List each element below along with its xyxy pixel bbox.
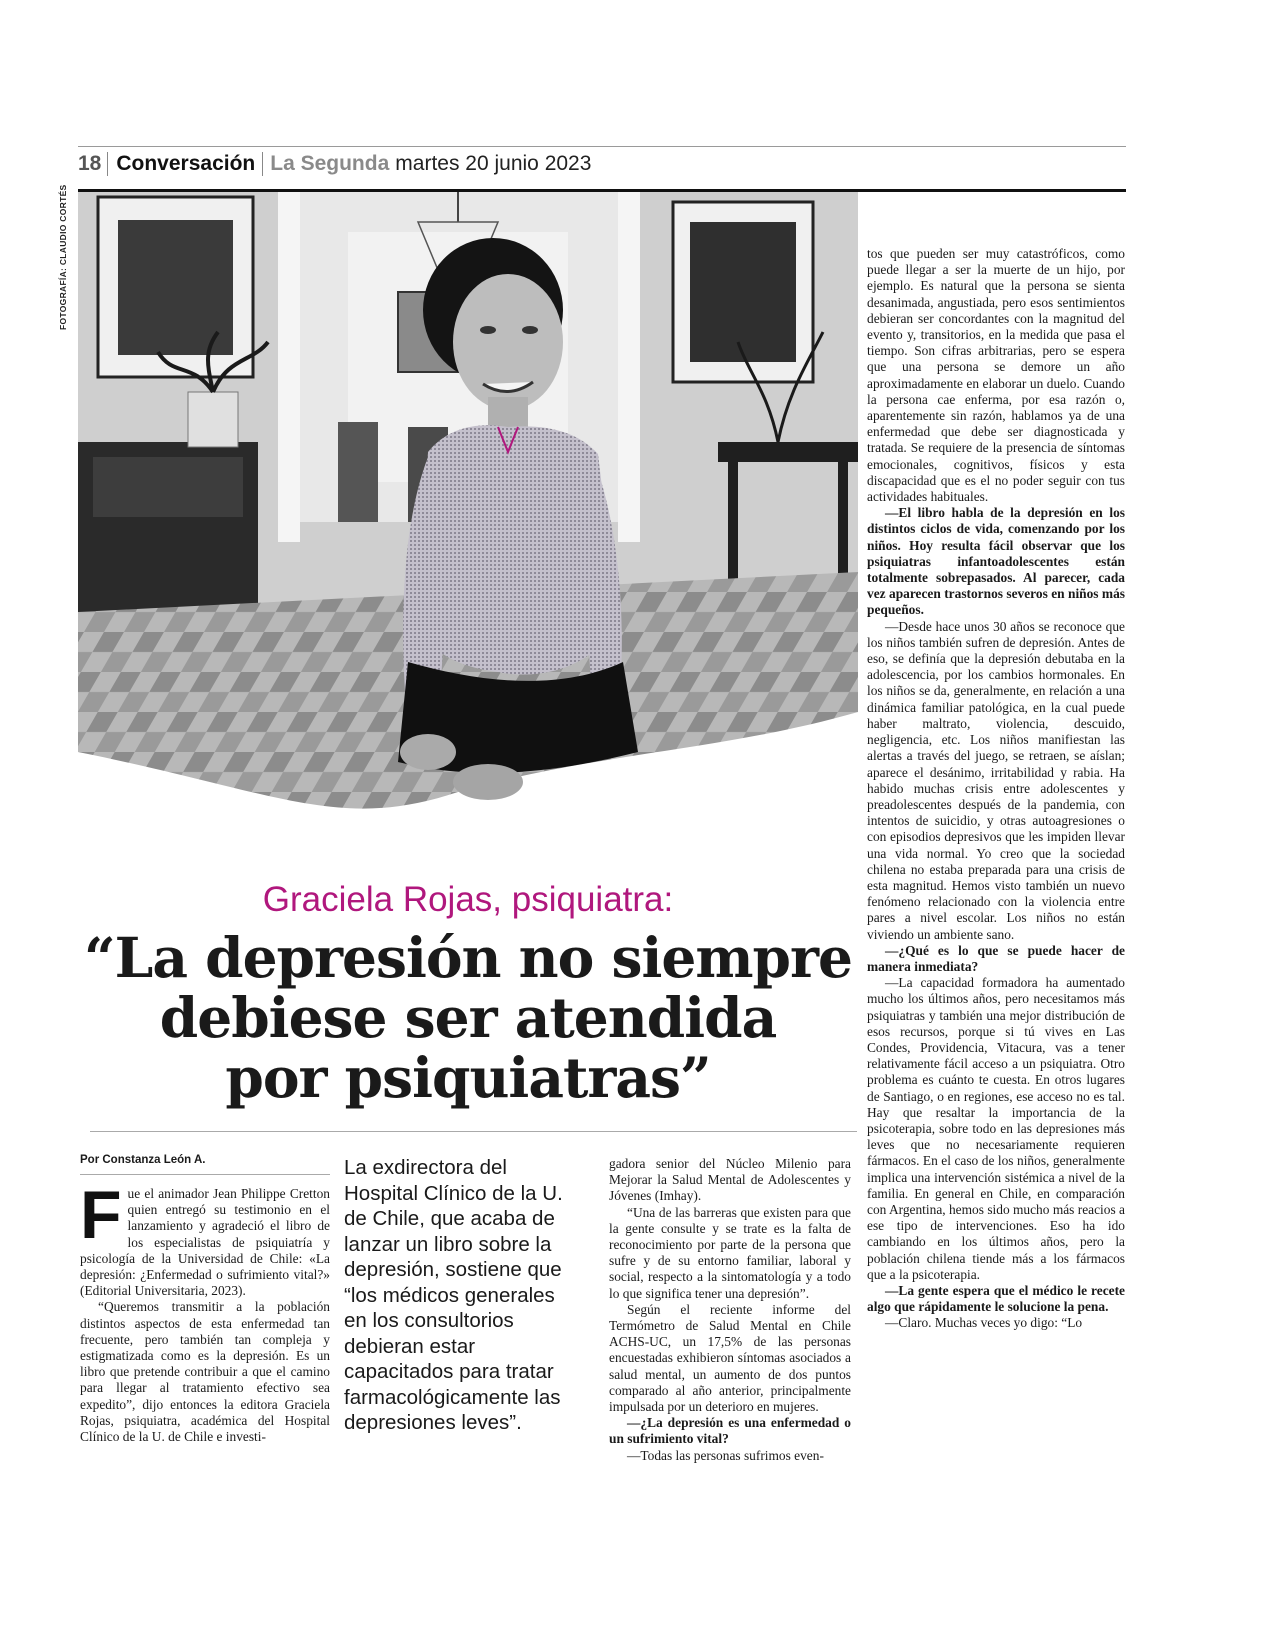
photo-credit: FOTOGRAFÍA: CLAUDIO CORTÉS [58, 184, 68, 330]
interview-question: —El libro habla de la depresión en los distintos ciclos de vida, comenzando por los niños. Hoy resulta fácil observar que los psiquiatras infantoadolescentes están totalmente sobrepasados. Al parecer, cada vez aparecen trastornos severos en niños más pequeños. [867, 505, 1125, 618]
interview-question: —¿La depresión es una enfermedad o un sufrimiento vital? [609, 1415, 851, 1447]
paragraph [80, 1177, 330, 1299]
paragraph: —Desde hace unos 30 años se reconoce que los niños también sufren de depresión. Antes de eso, se definía que la depresión debutaba en la adolescencia, por los cambios hormonales. En los niños se da, generalmente, en relación a una dinámica familiar patológica, en la cual puede haber maltrato, violencia, descuido, negligencia, etc. Los niños manifiestan las alertas a través del juego, se retraen, se aíslan; aparece el desánimo, irritabilidad y rabia. Ha habido muchas crisis entre adolescentes y preadolescentes después de la pandemia, con intentos de suicidio, y otras autoagresiones o con episodios depresivos que les impiden llevar una vida normal. Yo creo que la sociedad chilena no estaba preparada para una crisis de esta magnitud. Hemos visto también un nuevo fenómeno relacionado con la violencia entre pares a nivel escolar. Los niños no están viviendo un ambiente sano. [867, 618, 1125, 942]
article-column-3 [609, 1156, 851, 1464]
article-column-4 [867, 246, 1125, 1332]
headline-line: debiese ser atendida [159, 985, 777, 1050]
interview-question: —¿Qué es lo que se puede hacer de manera inmediata? [867, 942, 1125, 974]
paragraph: tos que pueden ser muy catastróficos, como puede llegar a ser la muerte de un hijo, por ejemplo. Es natural que la persona se sienta desanimada, angustiada, pero esos sentimientos debieran ser concordantes con la magnitud del evento y, transitorios, en la medida que pasa el tiempo. Son cifras arbitrarias, pero se espera que una persona se demore un año aproximadamente en elaborar un duelo. Cuando la persona cae enferma, por esa razón o, aparentemente sin razón, hablamos ya de una enfermedad que debe ser diagnosticada y tratada. Se requiere de la presencia de síntomas emocionales, cognitivos, físicos y esta discapacidad que es el no poder seguir con tus actividades habituales. [867, 246, 1125, 505]
divider [90, 1131, 857, 1132]
section-name: Conversación [116, 152, 263, 176]
paragraph: —Claro. Muchas veces yo digo: “Lo [885, 1315, 1083, 1331]
paragraph: “Una de las barreras que existen para que la gente consulte y se trate es la falta de reconocimiento por parte de la persona que sufre y de su entorno familiar, laboral y social, respecto a la sintomatología y a todo lo que significa tener una depresión”. [609, 1204, 851, 1301]
page-number: 18 [78, 152, 108, 176]
headline-line: por psiquiatras” [225, 1045, 711, 1110]
header-rule-top [78, 146, 1126, 147]
headline-kicker: Graciela Rojas, psiquiatra: [262, 880, 674, 919]
page-header [78, 152, 591, 182]
byline-rule [80, 1174, 330, 1175]
article-column-1 [80, 1177, 330, 1445]
paragraph: —La capacidad formadora ha aumentado mucho los últimos años, pero necesitamos más psiquiatras y también una mejor distribución de esos recursos, porque si tú vives en Las Condes, Providencia, Vitacura, vas a tener relativamente fácil acceso a un psiquiatra. Otro problema es cuánto te cuesta. En otros lugares de Santiago, o en regiones, ese acceso no es tal. Hay que resaltar la importancia de la psicoterapia, sobre todo en las depresiones más leves que no necesariamente requieren fármacos. En el caso de los niños, generalmente implica una intervención sistémica a nivel de la familia. En general en Chile, en comparación con Argentina, hemos sido mucho más reacios a ese tipo de intervenciones. Eso ha ido cambiando en los últimos años, pero la población chilena tiende más a los fármacos que a la psicoterapia. [867, 975, 1125, 1282]
portrait-photo [78, 192, 858, 872]
publication-name: La Segunda [270, 152, 390, 175]
pull-quote: La exdirectora del Hospital Clínico de la U. de Chile, que acaba de lanzar un libro sobre la depresión, sostiene que “los médicos generales en los consultorios debieran estar capacitados para tratar farmacológicamente las depresiones leves”. [344, 1156, 563, 1434]
paragraph: gadora senior del Núcleo Milenio para Mejorar la Salud Mental de Adolescentes y Jóvenes (Imhay). [609, 1156, 851, 1204]
byline: Por Constanza León A. [80, 1154, 206, 1166]
paragraph-text: ue el animador Jean Philippe Cretton quien entregó su testimonio en el lanzamiento y agradeció el libro de los especialistas de psiquiatría y psicología de la Universidad de Chile: «La depresión: ¿Enfermedad o sufrimiento vital?» (Editorial Universitaria, 2023). [80, 1186, 330, 1299]
drop-cap: F [80, 1177, 122, 1253]
headline-line: “La depresión no siempre [84, 925, 852, 990]
paragraph: —Todas las personas sufrimos even- [627, 1447, 824, 1463]
issue-date: martes 20 junio 2023 [395, 152, 592, 175]
paragraph: Según el reciente informe del Termómetro de Salud Mental en Chile ACHS-UC, un 17,5% de las personas encuestadas exhibieron síntomas asociados a salud mental, un aumento de dos puntos comparado al año anterior, principalmente impulsada por un deterioro en mujeres. [609, 1301, 851, 1415]
paragraph: “Queremos transmitir a la población distintos aspectos de esta enfermedad tan frecuente, pero también tan compleja y estigmatizada como es la depresión. Es un libro que pretende contribuir a que el camino para llegar al tratamiento efectivo sea expedito”, dijo entonces la editora Graciela Rojas, psiquiatra, académica del Hospital Clínico de la U. de Chile e investi- [80, 1299, 330, 1445]
headline [78, 925, 858, 1110]
interview-question: —La gente espera que el médico le recete algo que rápidamente le solucione la pena. [867, 1283, 1125, 1315]
